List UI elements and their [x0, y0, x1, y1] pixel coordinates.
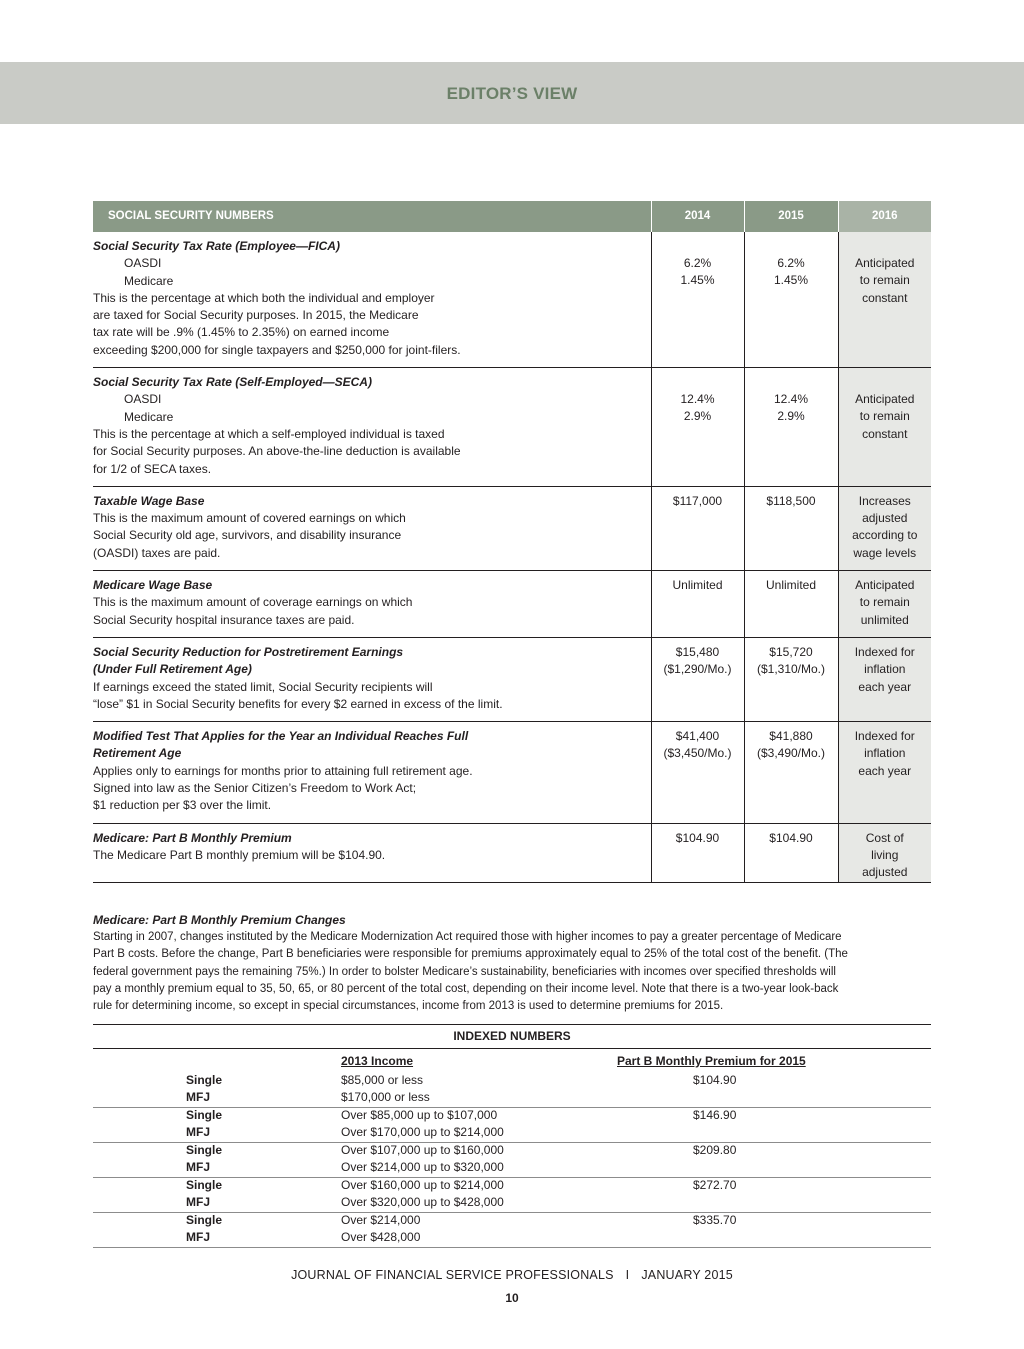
row-title: Social Security Tax Rate (Employee—FICA) — [93, 239, 340, 253]
filing-status-mfj: MFJ — [186, 1195, 210, 1209]
value-line: Anticipated — [855, 392, 915, 407]
income-range: Over $214,000 up to $320,000 — [341, 1160, 504, 1174]
value-line: $15,480 — [675, 644, 720, 659]
value-line: 12.4% — [773, 392, 809, 407]
indexed-group — [93, 1213, 931, 1248]
row-description — [93, 722, 651, 823]
row-sub-medicare: Medicare — [124, 273, 174, 288]
value-line: Anticipated — [855, 256, 915, 270]
value-line: adjusted — [862, 865, 908, 880]
row-sub-oasdi: OASDI — [124, 392, 162, 407]
value-line: ($1,310/Mo.) — [756, 662, 826, 677]
income-range: Over $214,000 — [341, 1213, 421, 1227]
premium-value: $209.80 — [693, 1143, 737, 1157]
income-range: Over $320,000 up to $428,000 — [341, 1195, 504, 1209]
value-2014 — [651, 486, 744, 570]
row-description — [93, 368, 651, 487]
value-line: Indexed for — [854, 729, 915, 744]
value-2016 — [838, 486, 931, 570]
income-range: Over $428,000 — [341, 1230, 421, 1244]
row-text-line: “lose” $1 in Social Security benefits for every $2 earned in excess of the limit. — [93, 696, 503, 711]
value-line: 2.9% — [777, 409, 805, 424]
header-2016: 2016 — [838, 201, 931, 232]
header-2013-income: 2013 Income — [341, 1054, 414, 1068]
paragraph-line: Part B costs. Before the change, Part B beneficiaries were responsible for premiums approximately equal to 25% of the total cost of the benefit. (The — [93, 948, 848, 961]
value-line: unlimited — [860, 612, 909, 627]
row-text-line: Social Security hospital insurance taxes are paid. — [93, 612, 355, 627]
value-line: ($3,490/Mo.) — [756, 746, 826, 761]
value-line: $117,000 — [672, 493, 723, 508]
paragraph-line: pay a monthly premium equal to 35, 50, 65, or 80 percent of the total cost, depending on their income level. Note that there is a two-year look-back — [93, 982, 839, 995]
table-row-medicare-wage-base — [93, 571, 931, 638]
value-line: Increases — [858, 493, 911, 508]
section-title: EDITOR’S VIEW — [446, 84, 578, 103]
value-line: 2.9% — [683, 409, 712, 424]
value-line: to remain — [859, 409, 910, 424]
income-range: Over $160,000 up to $214,000 — [341, 1178, 504, 1192]
indexed-group — [93, 1073, 931, 1108]
row-title-continued: (Under Full Retirement Age) — [93, 662, 252, 677]
journal-name: JOURNAL OF FINANCIAL SERVICE PROFESSIONALS — [291, 1268, 614, 1282]
row-text-line: are taxed for Social Security purposes. In 2015, the Medicare — [93, 308, 419, 323]
value-2015 — [744, 823, 838, 882]
income-range: Over $85,000 up to $107,000 — [341, 1108, 498, 1122]
row-text-line: Social Security old age, survivors, and disability insurance — [93, 528, 402, 543]
value-2015 — [744, 722, 838, 823]
row-text-line: This is the percentage at which both the individual and employer — [93, 290, 435, 305]
filing-status-mfj: MFJ — [186, 1125, 210, 1139]
premium-changes-section — [93, 912, 931, 1015]
row-description — [93, 823, 651, 882]
value-line: each year — [858, 679, 912, 694]
value-line: Unlimited — [765, 578, 816, 593]
filing-status-single: Single — [186, 1213, 223, 1227]
journal-footer — [0, 1268, 1024, 1282]
header-part-b-premium: Part B Monthly Premium for 2015 — [617, 1054, 806, 1068]
table-row-fica — [93, 232, 931, 368]
value-2016 — [838, 571, 931, 638]
value-line: $41,880 — [769, 729, 813, 744]
table-row-seca — [93, 368, 931, 487]
value-2015 — [744, 232, 838, 368]
value-2016 — [838, 368, 931, 487]
page-number: 10 — [505, 1291, 519, 1305]
value-line: 1.45% — [680, 273, 715, 288]
indexed-group — [93, 1143, 931, 1178]
row-sub-medicare: Medicare — [124, 409, 174, 424]
header-2015: 2015 — [744, 201, 838, 232]
value-line: Cost of — [865, 830, 904, 845]
value-line: Unlimited — [672, 578, 723, 593]
filing-status-mfj: MFJ — [186, 1160, 210, 1174]
value-line: constant — [862, 426, 908, 441]
table-row-modified-test — [93, 722, 931, 823]
value-2014 — [651, 368, 744, 487]
income-range: $170,000 or less — [341, 1090, 430, 1104]
indexed-group — [93, 1178, 931, 1213]
row-title: Social Security Reduction for Postretirement Earnings — [93, 644, 404, 659]
editors-view-banner — [0, 62, 1024, 124]
header-2014: 2014 — [651, 201, 744, 232]
row-title: Modified Test That Applies for the Year an Individual Reaches Full — [93, 729, 469, 744]
filing-status-single: Single — [186, 1143, 223, 1157]
issue-date: JANUARY 2015 — [641, 1268, 733, 1282]
indexed-numbers-table — [93, 1024, 931, 1248]
value-2015 — [744, 637, 838, 721]
value-line: wage levels — [853, 545, 917, 560]
income-range: Over $107,000 up to $160,000 — [341, 1143, 504, 1157]
row-description — [93, 571, 651, 638]
value-2014 — [651, 571, 744, 638]
value-2015 — [744, 486, 838, 570]
row-text-line: tax rate will be .9% (1.45% to 2.35%) on earned income — [93, 325, 390, 340]
indexed-header-row — [93, 1049, 931, 1073]
value-line: $41,400 — [675, 729, 720, 744]
filing-status-single: Single — [186, 1073, 223, 1087]
value-line: to remain — [859, 595, 910, 610]
value-line: adjusted — [862, 511, 908, 526]
premium-value: $335.70 — [693, 1213, 737, 1227]
indexed-numbers-title: INDEXED NUMBERS — [93, 1025, 931, 1049]
row-title: Social Security Tax Rate (Self-Employed—SECA) — [93, 375, 372, 390]
indexed-group — [93, 1108, 931, 1143]
value-line: ($1,290/Mo.) — [663, 662, 732, 677]
value-line: inflation — [864, 746, 906, 761]
value-2014 — [651, 637, 744, 721]
filing-status-mfj: MFJ — [186, 1090, 210, 1104]
table-row-postretirement-earnings — [93, 637, 931, 721]
row-text-line: This is the maximum amount of covered earnings on which — [93, 511, 406, 526]
paragraph-line: rule for determining income, so except in special circumstances, income from 2013 is used to determine premiums for 2015. — [93, 1000, 724, 1013]
value-2014 — [651, 823, 744, 882]
row-text-line: Applies only to earnings for months prior to attaining full retirement age. — [93, 763, 473, 778]
row-text-line: for 1/2 of SECA taxes. — [93, 461, 212, 476]
value-line: ($3,450/Mo.) — [663, 746, 732, 761]
value-2016 — [838, 823, 931, 882]
filing-status-mfj: MFJ — [186, 1230, 210, 1244]
value-line: 6.2% — [777, 256, 805, 270]
row-description — [93, 486, 651, 570]
row-text-line: exceeding $200,000 for single taxpayers and $250,000 for joint-filers. — [93, 342, 461, 357]
filing-status-single: Single — [186, 1178, 223, 1192]
value-2015 — [744, 571, 838, 638]
table-row-taxable-wage-base — [93, 486, 931, 570]
value-line: living — [871, 847, 899, 862]
value-2016 — [838, 232, 931, 368]
value-line: according to — [852, 528, 918, 543]
row-sub-oasdi: OASDI — [124, 256, 162, 271]
filing-status-single: Single — [186, 1108, 223, 1122]
footer-separator: I — [625, 1268, 630, 1282]
value-line: Indexed for — [854, 644, 915, 659]
value-line: to remain — [859, 273, 910, 288]
table-row-part-b-premium — [93, 823, 931, 882]
row-text-line: This is the maximum amount of coverage earnings on which — [93, 595, 413, 610]
value-2016 — [838, 722, 931, 823]
paragraph-line: federal government pays the remaining 75%.) In order to bolster Medicare’s sustainability, beneficiaries with incomes over specified thresholds will — [93, 965, 836, 978]
value-line: Anticipated — [855, 578, 915, 593]
value-line: $104.90 — [675, 830, 720, 845]
row-text-line: This is the percentage at which a self-employed individual is taxed — [93, 426, 445, 441]
header-social-security-numbers: SOCIAL SECURITY NUMBERS — [93, 201, 651, 232]
premium-value: $104.90 — [693, 1073, 737, 1087]
row-text-line: Signed into law as the Senior Citizen’s Freedom to Work Act; — [93, 781, 417, 796]
value-2014 — [651, 722, 744, 823]
row-text-line: (OASDI) taxes are paid. — [93, 545, 221, 560]
value-line: $118,500 — [766, 493, 816, 508]
value-line: constant — [862, 290, 908, 305]
row-text-line: $1 reduction per $3 over the limit. — [93, 798, 272, 813]
row-description — [93, 232, 651, 368]
premium-changes-title: Medicare: Part B Monthly Premium Changes — [93, 913, 346, 927]
value-line: each year — [858, 763, 912, 778]
value-line: $15,720 — [769, 644, 813, 659]
row-title: Medicare Wage Base — [93, 578, 213, 593]
row-description — [93, 637, 651, 721]
income-range: $85,000 or less — [341, 1073, 424, 1087]
value-line: 12.4% — [680, 392, 715, 407]
value-2015 — [744, 368, 838, 487]
row-text-line: for Social Security purposes. An above-the-line deduction is available — [93, 444, 461, 459]
value-line: inflation — [864, 662, 906, 677]
row-title-continued: Retirement Age — [93, 746, 182, 761]
income-range: Over $170,000 up to $214,000 — [341, 1125, 504, 1139]
row-title: Medicare: Part B Monthly Premium — [93, 830, 292, 845]
table-header-row — [93, 201, 931, 232]
value-2016 — [838, 637, 931, 721]
social-security-numbers-table — [93, 201, 931, 883]
value-2014 — [651, 232, 744, 368]
row-title: Taxable Wage Base — [93, 493, 205, 508]
value-line: $104.90 — [769, 830, 813, 845]
row-text-line: If earnings exceed the stated limit, Social Security recipients will — [93, 679, 433, 694]
premium-value: $146.90 — [693, 1108, 737, 1122]
value-line: 1.45% — [773, 273, 809, 288]
row-text-line: The Medicare Part B monthly premium will be $104.90. — [93, 847, 386, 862]
paragraph-line: Starting in 2007, changes instituted by the Medicare Modernization Act required those with higher incomes to pay a greater percentage of Medicare — [93, 931, 842, 944]
premium-value: $272.70 — [693, 1178, 737, 1192]
value-line: 6.2% — [683, 256, 712, 270]
